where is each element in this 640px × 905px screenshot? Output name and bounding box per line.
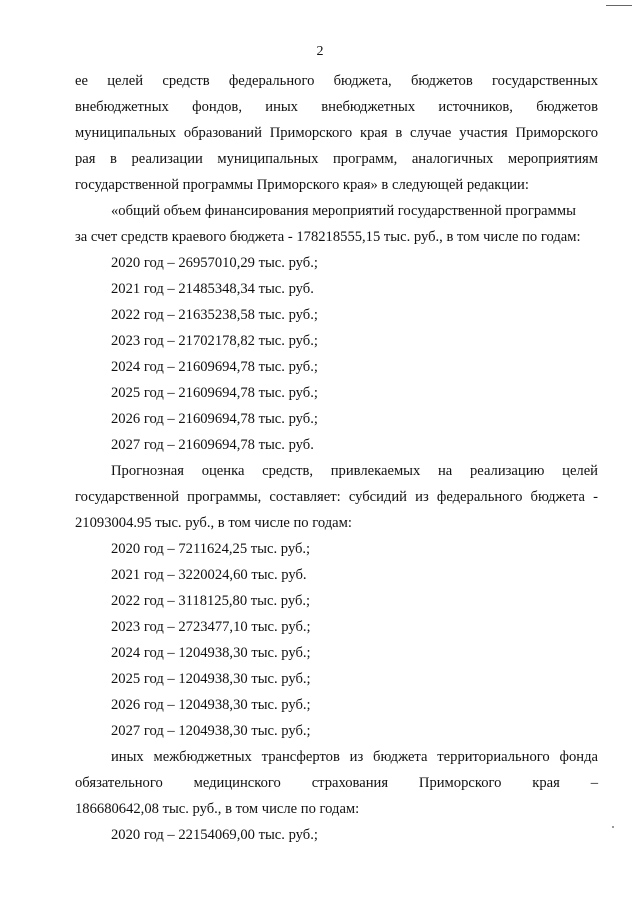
corner-mark bbox=[606, 5, 632, 6]
paragraph-funding-sources bbox=[75, 68, 598, 198]
list-item: 2026 год – 21609694,78 тыс. руб.; bbox=[111, 411, 318, 427]
list-item: 2023 год – 2723477,10 тыс. руб.; bbox=[111, 619, 311, 635]
list-item: 2020 год – 22154069,00 тыс. руб.; bbox=[111, 827, 318, 843]
text-line: 186680642,08 тыс. руб., в том числе по годам: bbox=[75, 801, 360, 817]
text-line: Прогнозная оценка средств, привлекаемых на реализацию целей bbox=[111, 463, 598, 479]
text-line: муниципальных образований Приморского края в случае участия Приморского bbox=[75, 125, 598, 141]
text-line: за счет средств краевого бюджета - 178218555,15 тыс. руб., в том числе по годам: bbox=[75, 229, 581, 245]
list-item: 2027 год – 21609694,78 тыс. руб. bbox=[111, 437, 314, 453]
document-body bbox=[75, 68, 598, 848]
paragraph-forecast bbox=[75, 458, 598, 536]
list-item: 2021 год – 21485348,34 тыс. руб. bbox=[111, 281, 314, 297]
list-item: 2025 год – 1204938,30 тыс. руб.; bbox=[111, 671, 311, 687]
text-line: внебюджетных фондов, иных внебюджетных источников, бюджетов bbox=[75, 99, 598, 115]
list-item: 2022 год – 21635238,58 тыс. руб.; bbox=[111, 307, 318, 323]
text-line: 21093004.95 тыс. руб., в том числе по годам: bbox=[75, 515, 352, 531]
list-item: 2024 год – 1204938,30 тыс. руб.; bbox=[111, 645, 311, 661]
text-line: ее целей средств федерального бюджета, бюджетов государственных bbox=[75, 73, 598, 89]
text-line: государственной программы Приморского края» в следующей редакции: bbox=[75, 177, 529, 193]
list-item: 2020 год – 7211624,25 тыс. руб.; bbox=[111, 541, 311, 557]
federal-subsidies-list bbox=[75, 536, 598, 744]
page-number: 2 bbox=[316, 44, 324, 59]
list-item: 2020 год – 26957010,29 тыс. руб.; bbox=[111, 255, 318, 271]
list-item: 2022 год – 3118125,80 тыс. руб.; bbox=[111, 593, 311, 609]
list-item: 2026 год – 1204938,30 тыс. руб.; bbox=[111, 697, 311, 713]
paragraph-health-fund bbox=[75, 744, 598, 822]
list-item: 2025 год – 21609694,78 тыс. руб.; bbox=[111, 385, 318, 401]
paragraph-regional-budget bbox=[75, 198, 598, 250]
text-line: «общий объем финансирования мероприятий государственной программы bbox=[111, 203, 576, 219]
list-item: 2024 год – 21609694,78 тыс. руб.; bbox=[111, 359, 318, 375]
scan-artifact bbox=[612, 826, 614, 828]
regional-budget-list bbox=[75, 250, 598, 458]
text-line: государственной программы, составляет: субсидий из федерального бюджета - bbox=[75, 489, 598, 505]
list-item: 2021 год – 3220024,60 тыс. руб. bbox=[111, 567, 307, 583]
text-line: иных межбюджетных трансфертов из бюджета территориального фонда bbox=[111, 749, 598, 765]
list-item: 2023 год – 21702178,82 тыс. руб.; bbox=[111, 333, 318, 349]
health-fund-list bbox=[75, 822, 598, 848]
list-item: 2027 год – 1204938,30 тыс. руб.; bbox=[111, 723, 311, 739]
text-line: рая в реализации муниципальных программ, аналогичных мероприятиям bbox=[75, 151, 598, 167]
text-line: обязательного медицинского страхования Приморского края – bbox=[75, 775, 598, 791]
